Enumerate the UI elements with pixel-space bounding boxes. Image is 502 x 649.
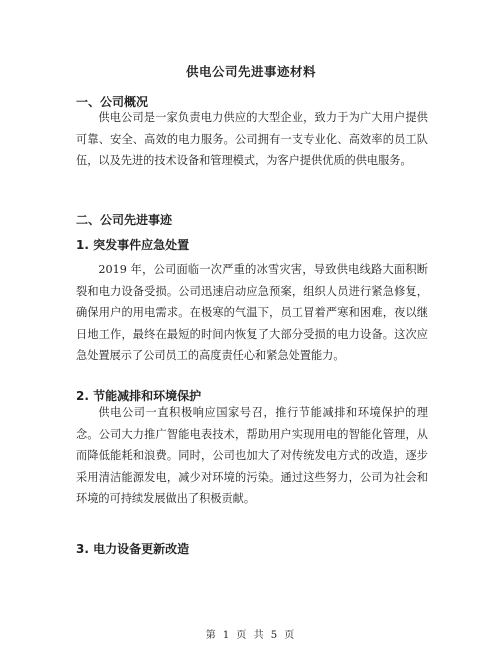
subsection-heading-energy: 2. 节能减排和环境保护 (76, 389, 202, 403)
subsection-heading-emergency: 1. 突发事件应急处置 (76, 238, 190, 252)
document-title: 供电公司先进事迹材料 (185, 64, 316, 79)
section-heading-achievements: 二、公司先进事迹 (76, 213, 173, 227)
subsection-heading-equipment: 3. 电力设备更新改造 (76, 542, 190, 556)
section-heading-overview: 一、公司概况 (76, 95, 149, 109)
energy-paragraph: 供电公司一直积极响应国家号召，推行节能减排和环境保护的理念。公司大力推广智能电表技术，帮助用户实现用电的智能化管理，从而降低能耗和浪费。同时，公司也加大了对传统发电方式的改造，逐步采用清洁能源发电，减少对环境的污染。通过这些努力，公司为社会和环境的可持续发展做出了积极贡献。 (76, 406, 428, 506)
overview-paragraph: 供电公司是一家负责电力供应的大型企业，致力于为广大用户提供可靠、安全、高效的电力服务。公司拥有一支专业化、高效率的员工队伍，以及先进的技术设备和管理模式，为客户提供优质的供电服务。 (76, 111, 428, 168)
emergency-paragraph: 2019 年，公司面临一次严重的冰雪灾害，导致供电线路大面积断裂和电力设备受损。公司迅速启动应急预案，组织人员进行紧急修复，确保用户的用电需求。在极寒的气温下，员工冒着严寒和困难，夜以继日地工作，最终在最短的时间内恢复了大部分受损的电力设备。这次应急处置展示了公司员工的高度责任心和紧急处置能力。 (76, 263, 428, 363)
page-footer: 第 1 页 共 5 页 (205, 630, 297, 641)
